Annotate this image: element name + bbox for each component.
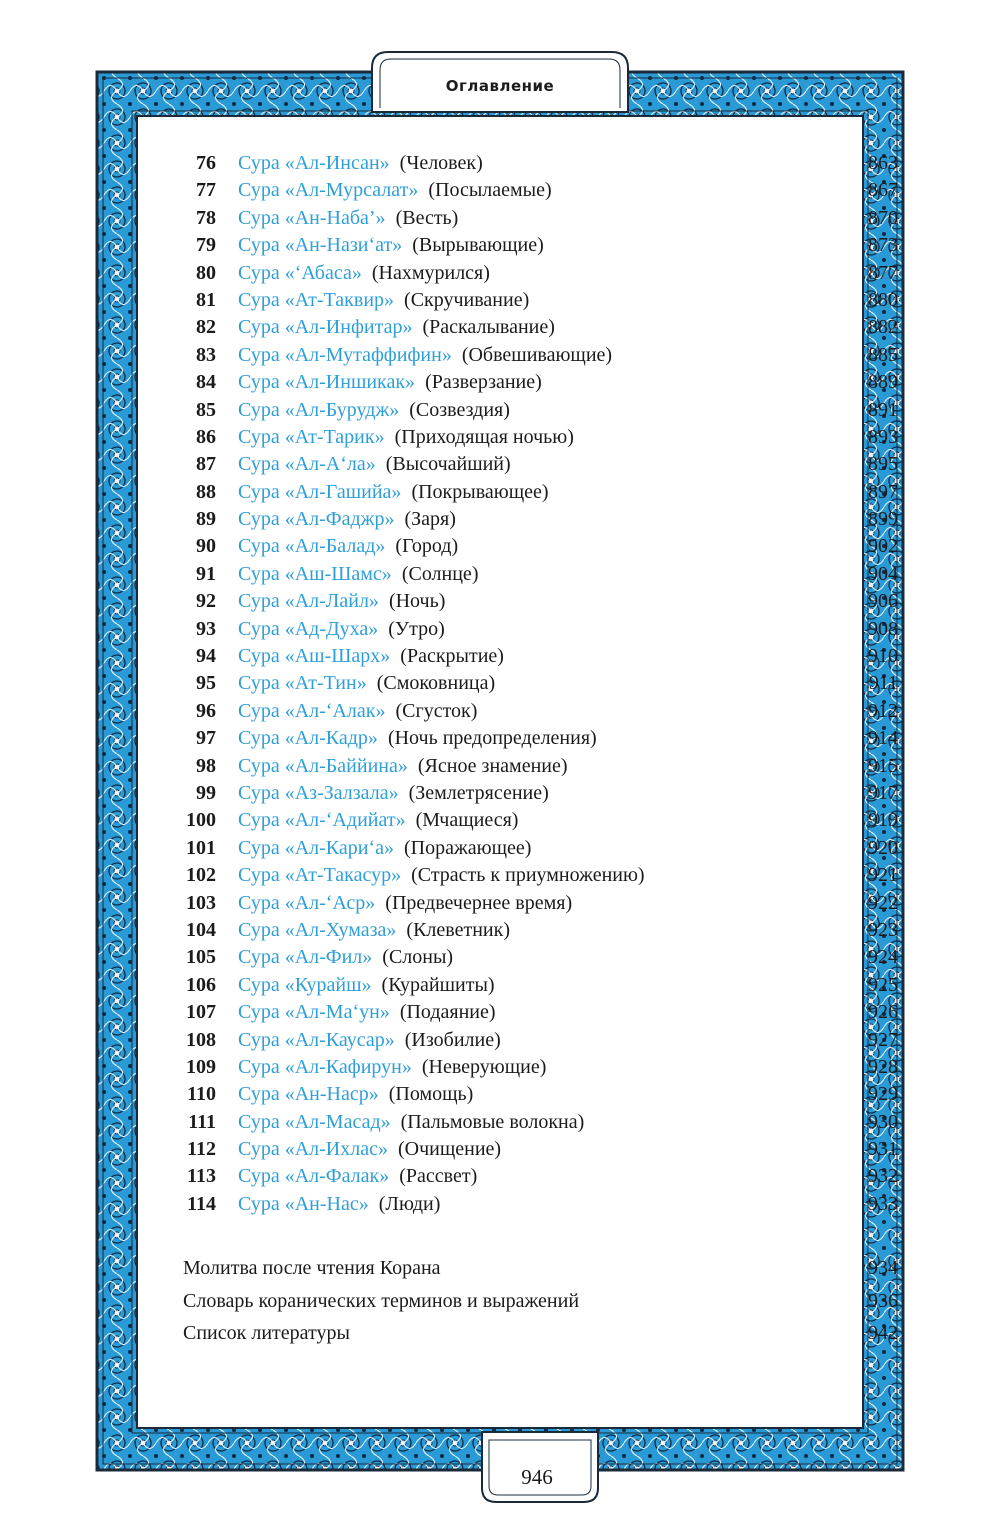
sura-title [238, 342, 612, 369]
sura-name: Сура «Ал-‘Аср» [238, 891, 376, 914]
page-ref: 934 [868, 1257, 898, 1279]
toc-row [170, 506, 898, 533]
toc-row [170, 890, 898, 917]
sura-number: 82 [196, 316, 216, 339]
toc-row [170, 588, 898, 615]
sura-number: 103 [186, 891, 216, 914]
sura-name: Сура «Ат-Таквир» [238, 288, 395, 311]
sura-name: Сура «Аз-Залзала» [238, 781, 399, 804]
toc-extras [183, 1252, 898, 1350]
sura-translation: (Высочайший) [385, 453, 511, 476]
toc-row [170, 972, 898, 999]
toc-row [170, 835, 898, 862]
sura-translation: (Люди) [378, 1192, 441, 1215]
sura-number: 88 [196, 480, 216, 503]
sura-number: 102 [186, 864, 216, 887]
sura-number: 105 [186, 946, 216, 969]
page-ref: 920 [868, 836, 898, 859]
sura-translation: (Весть) [395, 206, 459, 229]
page-ref: 912 [868, 699, 898, 722]
sura-translation: (Очищение) [397, 1138, 502, 1161]
sura-number: 97 [196, 727, 216, 750]
sura-title [238, 890, 572, 917]
sura-translation: (Предвечернее время) [385, 891, 573, 914]
page-ref: 924 [868, 946, 898, 969]
page-ref: 915 [868, 754, 898, 777]
sura-translation: (Ночь предопределения) [387, 727, 597, 750]
page-ref: 880 [868, 288, 898, 311]
sura-number: 99 [196, 781, 216, 804]
sura-translation: (Город) [395, 535, 459, 558]
toc-row [170, 533, 898, 560]
sura-name: Сура «Ал-Баййина» [238, 754, 408, 777]
sura-title [238, 753, 568, 780]
toc-row [170, 753, 898, 780]
sura-translation: (Слоны) [382, 946, 454, 969]
sura-translation: (Созвездия) [409, 398, 510, 421]
sura-title [238, 972, 495, 999]
sura-title [238, 1081, 473, 1108]
toc-row [170, 780, 898, 807]
sura-number: 86 [196, 425, 216, 448]
sura-name: Сура «Курайш» [238, 973, 372, 996]
sura-number: 79 [196, 234, 216, 257]
sura-title [238, 999, 496, 1026]
sura-translation: (Поражающее) [404, 836, 532, 859]
page-ref: 877 [868, 261, 898, 284]
page-ref: 928 [868, 1055, 898, 1078]
sura-name: Сура «Ал-Ихлас» [238, 1138, 388, 1161]
page-ref: 889 [868, 371, 898, 394]
toc-row [170, 205, 898, 232]
sura-number: 114 [187, 1192, 216, 1215]
sura-title [238, 588, 445, 615]
sura-number: 85 [196, 398, 216, 421]
sura-name: Сура «Ал-‘Адийат» [238, 809, 406, 832]
sura-number: 90 [196, 535, 216, 558]
toc-row [170, 1109, 898, 1136]
page-number: 946 [521, 1465, 553, 1489]
sura-title [238, 917, 510, 944]
page-ref: 897 [868, 480, 898, 503]
page-ref: 910 [868, 645, 898, 668]
sura-title [238, 506, 456, 533]
sura-title [238, 533, 458, 560]
sura-number: 100 [186, 809, 216, 832]
sura-name: Сура «Ал-Бурудж» [238, 398, 400, 421]
sura-number: 108 [186, 1028, 216, 1051]
sura-name: Сура «Ал-Ма‘ун» [238, 1001, 390, 1024]
sura-number: 96 [196, 699, 216, 722]
page-ref: 929 [868, 1083, 898, 1106]
sura-title [238, 1109, 584, 1136]
sura-title [238, 479, 549, 506]
sura-number: 107 [186, 1001, 216, 1024]
page-header-title: Оглавление [445, 77, 555, 95]
sura-name: Сура «Ан-Наба’» [238, 206, 386, 229]
sura-name: Сура «Аш-Шамс» [238, 562, 392, 585]
sura-title [238, 1191, 440, 1218]
sura-number: 109 [186, 1055, 216, 1078]
sura-translation: (Приходящая ночью) [394, 425, 574, 448]
page-ref: 908 [868, 617, 898, 640]
extra-title: Словарь коранических терминов и выражений [183, 1289, 580, 1312]
sura-name: Сура «Ал-Иншикак» [238, 371, 416, 394]
toc-row [170, 1191, 898, 1218]
page-ref: 919 [868, 809, 898, 832]
sura-title [238, 807, 518, 834]
toc-extra-row [183, 1317, 898, 1350]
sura-number: 111 [188, 1110, 216, 1133]
toc-row [170, 643, 898, 670]
sura-name: Сура «Ал-Фалак» [238, 1165, 390, 1188]
sura-title [238, 670, 495, 697]
sura-title [238, 205, 458, 232]
sura-number: 78 [196, 206, 216, 229]
sura-number: 83 [196, 343, 216, 366]
page-ref: 863 [868, 152, 898, 174]
sura-title [238, 451, 511, 478]
toc-row [170, 287, 898, 314]
sura-name: Сура «Ал-Кафирун» [238, 1055, 412, 1078]
page-ref: 873 [868, 234, 898, 257]
sura-translation: (Раскрытие) [400, 645, 504, 668]
sura-translation: (Обвешивающие) [461, 343, 613, 366]
sura-number: 84 [196, 371, 216, 394]
sura-name: Сура «Ал-Фил» [238, 946, 373, 969]
sura-title [238, 260, 490, 287]
sura-title [238, 397, 510, 424]
sura-title [238, 616, 445, 643]
toc-row [170, 314, 898, 341]
sura-name: Сура «Ал-Хумаза» [238, 918, 397, 941]
toc-row [170, 1081, 898, 1108]
sura-title [238, 150, 483, 177]
sura-number: 87 [196, 453, 216, 476]
page-ref: 930 [868, 1110, 898, 1133]
toc-row [170, 670, 898, 697]
sura-title [238, 835, 531, 862]
sura-name: Сура «Ал-Масад» [238, 1110, 391, 1133]
page-ref: 942 [868, 1322, 898, 1344]
sura-translation: (Раскалывание) [422, 316, 555, 339]
extra-title: Список литературы [183, 1322, 350, 1344]
sura-translation: (Разверзание) [425, 371, 542, 394]
extra-title: Молитва после чтения Корана [183, 1257, 441, 1279]
sura-translation: (Неверующие) [421, 1055, 547, 1078]
toc-row [170, 725, 898, 752]
toc-row [170, 397, 898, 424]
toc-entries [170, 150, 898, 1218]
sura-translation: (Посылаемые) [428, 179, 552, 202]
sura-translation: (Мчащиеся) [415, 809, 519, 832]
sura-translation: (Курайшиты) [381, 973, 495, 996]
sura-name: Сура «Ал-Фаджр» [238, 508, 395, 531]
sura-translation: (Сгусток) [395, 699, 478, 722]
sura-title [238, 369, 542, 396]
sura-translation: (Землетрясение) [408, 781, 549, 804]
sura-number: 77 [196, 179, 216, 202]
sura-number: 101 [186, 836, 216, 859]
toc-row [170, 451, 898, 478]
sura-translation: (Скручивание) [404, 288, 530, 311]
sura-title [238, 698, 477, 725]
toc-row [170, 177, 898, 204]
sura-name: Сура «Ал-Каусар» [238, 1028, 395, 1051]
sura-translation: (Покрывающее) [411, 480, 549, 503]
toc-row [170, 1027, 898, 1054]
sura-title [238, 1136, 501, 1163]
toc-row [170, 1163, 898, 1190]
sura-translation: (Помощь) [388, 1083, 474, 1106]
toc-row [170, 807, 898, 834]
sura-translation: (Смоковница) [376, 672, 496, 695]
sura-number: 110 [187, 1083, 216, 1106]
sura-translation: (Рассвет) [399, 1165, 478, 1188]
page-ref: 882 [868, 316, 898, 339]
sura-number: 76 [196, 152, 216, 174]
sura-translation: (Клеветник) [406, 918, 510, 941]
sura-name: Сура «Ал-Инсан» [238, 152, 390, 174]
page-ref: 899 [868, 508, 898, 531]
toc-row [170, 862, 898, 889]
sura-name: Сура «Ал-‘Алак» [238, 699, 386, 722]
page-ref: 932 [868, 1165, 898, 1188]
sura-name: Сура «Ан-Нази‘ат» [238, 234, 403, 257]
toc-row [170, 232, 898, 259]
page-ref: 936 [868, 1289, 898, 1312]
toc-row [170, 917, 898, 944]
page-ref: 867 [868, 179, 898, 202]
page-ref: 895 [868, 453, 898, 476]
sura-number: 106 [186, 973, 216, 996]
toc-row [170, 944, 898, 971]
sura-title [238, 944, 453, 971]
sura-name: Сура «Ал-Мурсалат» [238, 179, 419, 202]
sura-number: 92 [196, 590, 216, 613]
sura-name: Сура «Ал-Инфитар» [238, 316, 413, 339]
sura-title [238, 1027, 501, 1054]
sura-translation: (Страсть к приумножению) [411, 864, 645, 887]
sura-name: Сура «Ад-Духа» [238, 617, 379, 640]
page-ref: 904 [868, 562, 898, 585]
toc-row [170, 1136, 898, 1163]
sura-title [238, 561, 478, 588]
sura-name: Сура «Ат-Тарик» [238, 425, 385, 448]
sura-number: 80 [196, 261, 216, 284]
sura-number: 112 [187, 1138, 216, 1161]
page-ref: 870 [868, 206, 898, 229]
page-ref: 893 [868, 425, 898, 448]
sura-title [238, 1054, 546, 1081]
page-ref: 921 [868, 864, 898, 887]
sura-title [238, 643, 504, 670]
page-ref: 911 [868, 672, 898, 695]
sura-name: Сура «Ат-Такасур» [238, 864, 402, 887]
page-ref: 906 [868, 590, 898, 613]
sura-name: Сура «‘Абаса» [238, 261, 362, 284]
page-ref: 926 [868, 1001, 898, 1024]
page-ref: 927 [868, 1028, 898, 1051]
page-ref: 933 [868, 1192, 898, 1215]
sura-name: Сура «Ан-Наср» [238, 1083, 379, 1106]
page-ref: 925 [868, 973, 898, 996]
sura-title [238, 780, 549, 807]
sura-title [238, 725, 597, 752]
sura-name: Сура «Ал-А‘ла» [238, 453, 376, 476]
sura-number: 81 [196, 288, 216, 311]
page-ref: 931 [868, 1138, 898, 1161]
sura-translation: (Вырывающие) [412, 234, 544, 257]
sura-name: Сура «Ал-Мутаффифин» [238, 343, 452, 366]
sura-translation: (Солнце) [401, 562, 479, 585]
sura-translation: (Пальмовые волокна) [400, 1110, 585, 1133]
sura-translation: (Нахмурился) [371, 261, 490, 284]
sura-title [238, 287, 529, 314]
sura-name: Сура «Ал-Балад» [238, 535, 386, 558]
sura-title [238, 314, 555, 341]
toc-row [170, 260, 898, 287]
sura-translation: (Подаяние) [399, 1001, 496, 1024]
toc-row [170, 424, 898, 451]
page-ref: 914 [868, 727, 898, 750]
sura-number: 93 [196, 617, 216, 640]
sura-name: Сура «Ал-Лайл» [238, 590, 379, 613]
sura-translation: (Изобилие) [404, 1028, 501, 1051]
toc-extra-row [183, 1252, 898, 1285]
page-ref: 891 [868, 398, 898, 421]
toc-row [170, 342, 898, 369]
toc-row [170, 479, 898, 506]
sura-title [238, 1163, 477, 1190]
sura-name: Сура «Ан-Нас» [238, 1192, 369, 1215]
sura-name: Сура «Ал-Кари‘а» [238, 836, 394, 859]
sura-name: Сура «Ал-Кадр» [238, 727, 378, 750]
sura-number: 98 [196, 754, 216, 777]
toc-row [170, 150, 898, 177]
sura-title [238, 862, 645, 889]
sura-number: 94 [196, 645, 216, 668]
sura-translation: (Ясное знамение) [417, 754, 568, 777]
sura-number: 104 [186, 918, 216, 941]
sura-number: 95 [196, 672, 216, 695]
toc-row [170, 369, 898, 396]
sura-title [238, 424, 574, 451]
sura-name: Сура «Ат-Тин» [238, 672, 367, 695]
toc-row [170, 999, 898, 1026]
sura-number: 89 [196, 508, 216, 531]
toc-row [170, 698, 898, 725]
sura-number: 91 [196, 562, 216, 585]
page-ref: 902 [868, 535, 898, 558]
sura-title [238, 232, 544, 259]
toc-row [170, 616, 898, 643]
page-ref: 885 [868, 343, 898, 366]
page-ref: 923 [868, 918, 898, 941]
sura-translation: (Человек) [399, 152, 483, 174]
page-ref: 917 [868, 781, 898, 804]
sura-translation: (Утро) [388, 617, 445, 640]
sura-number: 113 [187, 1165, 216, 1188]
sura-translation: (Ночь) [388, 590, 446, 613]
sura-name: Сура «Аш-Шарх» [238, 645, 391, 668]
page-ref: 922 [868, 891, 898, 914]
toc-extra-row [183, 1285, 898, 1318]
sura-translation: (Заря) [404, 508, 456, 531]
toc-row [170, 561, 898, 588]
sura-name: Сура «Ал-Гашийа» [238, 480, 402, 503]
sura-title [238, 177, 552, 204]
toc-row [170, 1054, 898, 1081]
